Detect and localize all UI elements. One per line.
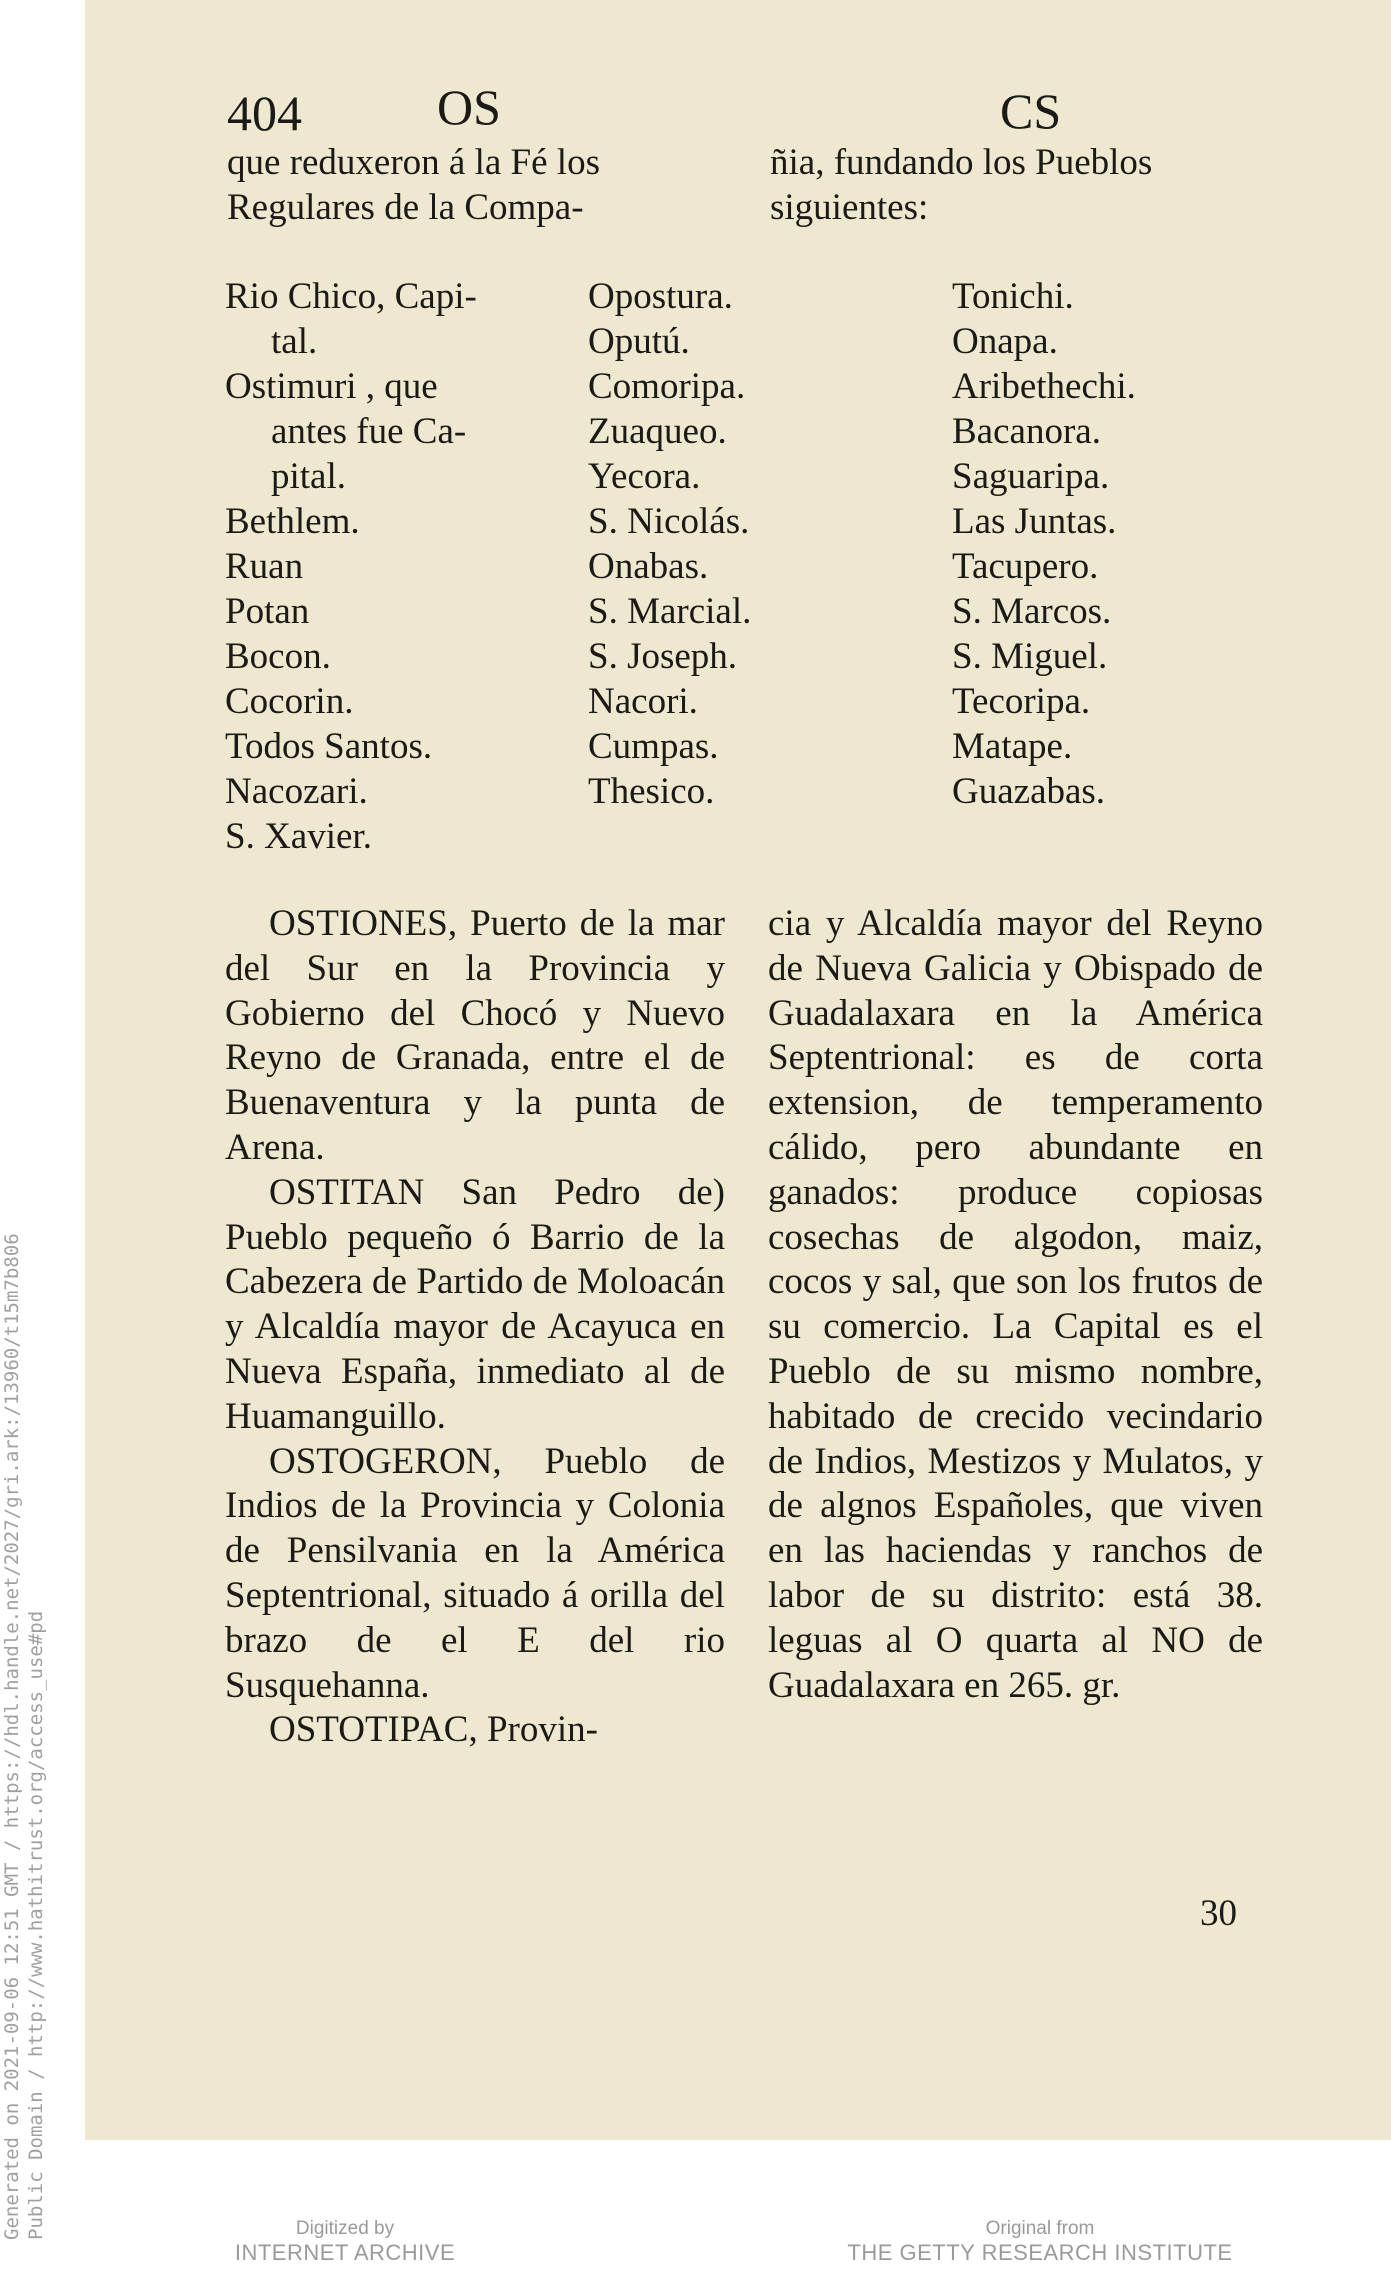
town-entry: S. Miguel. [952,636,1108,677]
town-entry: Rio Chico, Capi- [225,276,477,317]
towns-column-1 [225,274,560,859]
page-number: 404 [227,85,302,141]
entry-ostotipac-continued: cia y Alcaldía mayor del Reyno de Nueva Galicia y Obispado de Guadalaxara en la América Septentrional: es de corta extension, de temperamento cálido, pero abundante en ganados: produce copiosas cosechas de algodon, maiz, cocos y sal, que son los frutos de su comercio. La Capital es el Pueblo de su mismo nombre, habitado de crecido vecindario de Indios, Mestizos y Mulatos, y de algnos Españoles, que viven en las haciendas y ranchos de labor de su distrito: está 38. leguas al O quarta al NO de Guadalaxara en 265. gr. [768,903,1263,1706]
town-entry: Guazabas. [952,771,1106,812]
town-entry: Nacori. [588,681,698,722]
towns-column-2 [588,274,928,814]
town-entry: Comoripa. [588,366,746,407]
digitized-by-label: Digitized by [295,2218,395,2239]
intro-line: siguientes: [770,187,929,228]
town-entry: antes fue Ca- [271,411,467,452]
town-entry: Yecora. [588,456,701,497]
town-entry: Potan [225,591,310,632]
town-entry: Ostimuri , que [225,366,438,407]
town-entry: Saguaripa. [952,456,1110,497]
running-head-right: CS [1000,83,1062,139]
town-entry: S. Nicolás. [588,501,750,542]
town-entry: Tonichi. [952,276,1074,317]
town-entry: Opostura. [588,276,733,317]
town-entry: S. Marcos. [952,591,1112,632]
entry-ostitan: OSTITAN San Pedro de) Pueblo pequeño ó Barrio de la Cabezera de Partido de Moloacán y Alcaldía mayor de Acayuca en Nueva España, inmediato al de Huamanguillo. [225,1171,725,1437]
town-entry: pital. [271,456,347,497]
town-entry: S. Joseph. [588,636,738,677]
town-entry: S. Marcial. [588,591,752,632]
towns-column-3 [952,274,1282,814]
town-entry: Zuaqueo. [588,411,727,452]
entry-ostiones: OSTIONES, Puerto de la mar del Sur en la Provincia y Gobierno del Chocó y Nuevo Reyno de Granada, entre el de Buenaventura y la punta de Arena. [225,903,725,1168]
intro-right [770,140,1270,230]
institution-name: THE GETTY RESEARCH INSTITUTE [847,2240,1233,2265]
town-entry: Todos Santos. [225,726,433,767]
town-entry: Bacanora. [952,411,1101,452]
town-entry: tal. [271,321,318,362]
town-entry: Bocon. [225,636,331,677]
town-entry: Cumpas. [588,726,719,767]
intro-line: Regulares de la Compa- [227,187,584,228]
intro-line: ñia, fundando los Pueblos [770,142,1153,183]
town-entry: Tacupero. [952,546,1099,587]
running-head-left: OS [437,79,501,135]
original-from [840,2218,1240,2266]
original-from-label: Original from [985,2218,1095,2239]
entries-left-column [225,902,725,1753]
town-entry: Oputú. [588,321,690,362]
town-entry: Aribethechi. [952,366,1136,407]
digitizer-name: INTERNET ARCHIVE [234,2240,456,2265]
town-entry: Bethlem. [225,501,360,542]
access-stamp-line: Generated on 2021-09-06 12:51 GMT / https://hdl.handle.net/2027/gri.ark:/13960/t15m7b806 [1,1233,23,2240]
town-entry: Ruan [225,546,304,587]
town-entry: Cocorin. [225,681,354,722]
catchword: 30 [1200,1893,1237,1934]
entry-ostotipac: OSTOTIPAC, Provin- [269,1709,598,1751]
town-entry: Matape. [952,726,1073,767]
town-entry: Thesico. [588,771,715,812]
intro-left [227,140,727,230]
town-entry: Nacozari. [225,771,368,812]
entry-ostogeron: OSTOGERON, Pueblo de Indios de la Provincia y Colonia de Pensilvania en la América Septentrional, situado á orilla del brazo de el E del rio Susquehanna. [225,1440,725,1706]
town-entry: Tecoripa. [952,681,1091,722]
entries-right-column [768,902,1263,1708]
town-entry: S. Xavier. [225,816,372,857]
access-stamp-line: Public Domain / http://www.hathitrust.org/access_use#pd [25,1610,47,2240]
access-stamp [0,1233,48,2240]
town-entry: Onapa. [952,321,1058,362]
intro-line: que reduxeron á la Fé los [227,142,600,183]
digitized-by [190,2218,500,2266]
town-entry: Onabas. [588,546,709,587]
town-entry: Las Juntas. [952,501,1117,542]
